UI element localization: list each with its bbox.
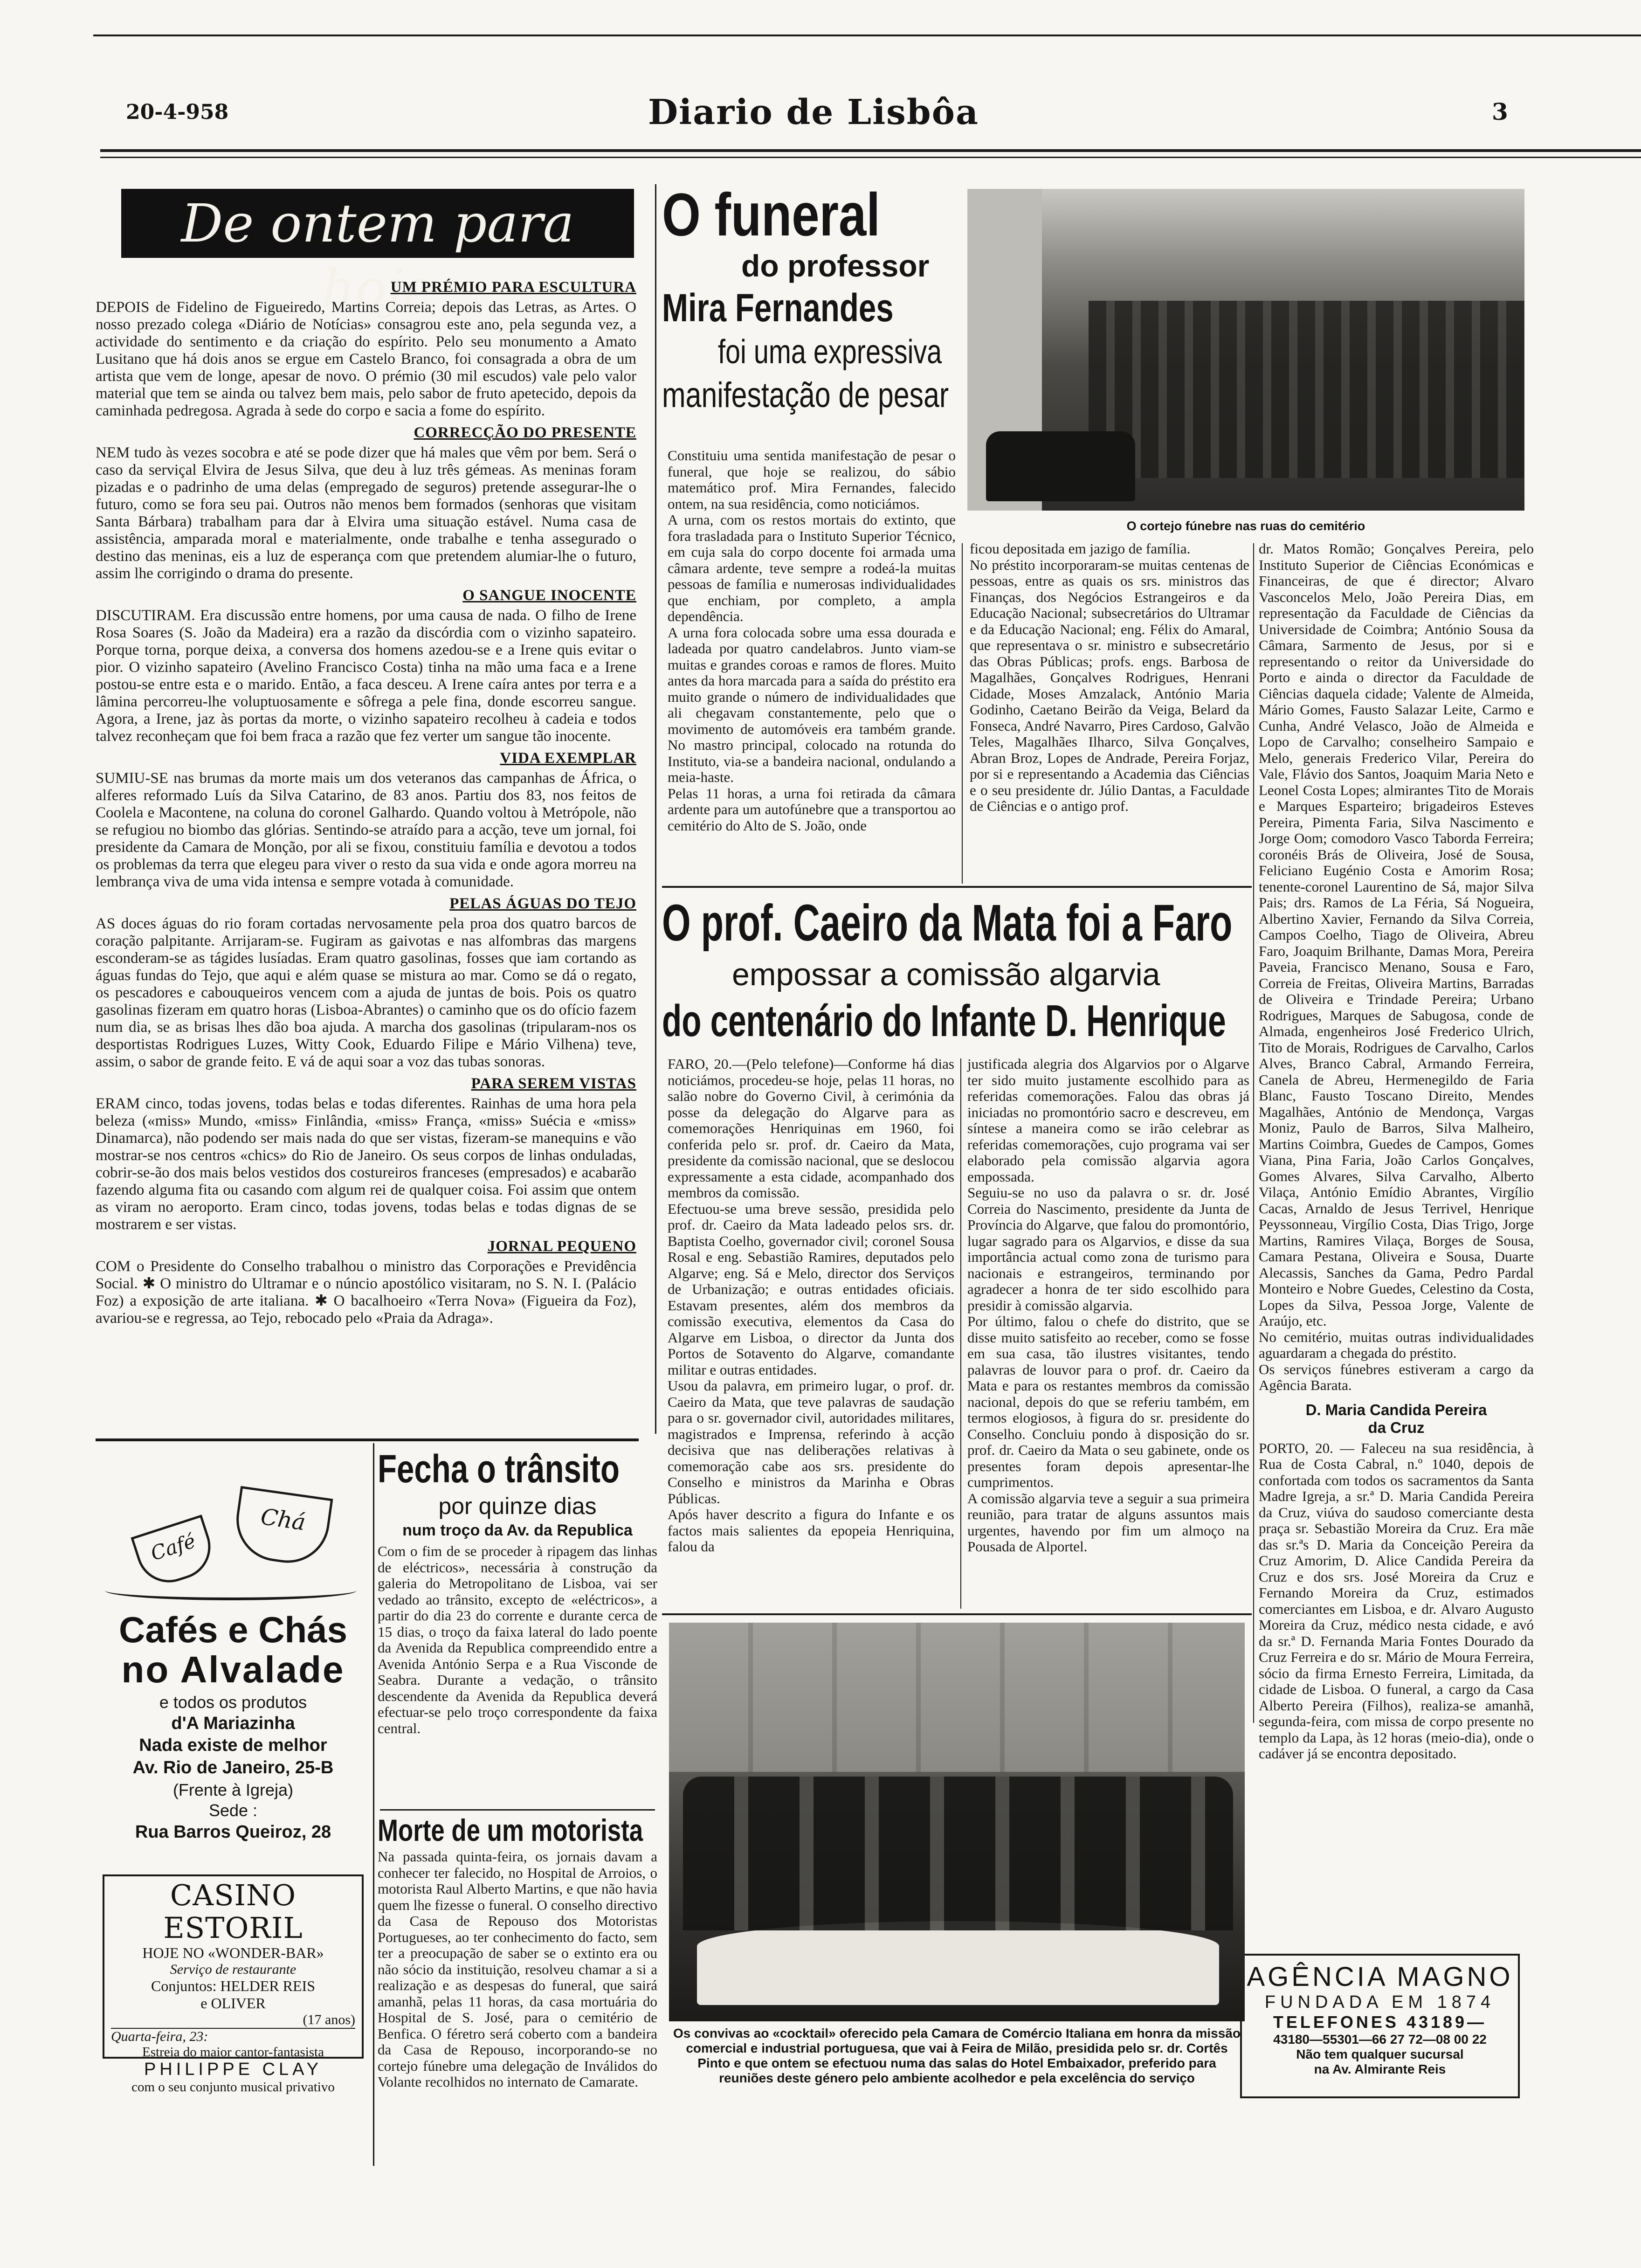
saucer-icon (105, 1581, 357, 1600)
casino-line-1: HOJE NO «WONDER-BAR» (142, 1944, 324, 1961)
caeiro-text-b: justificada alegria dos Algarvios por o Algarve ter sido muito justamente escolhido para as referidas comemorações. Falou das obras já iniciadas no promontório sacro e descreveu, em síntese a maneira como se irão celebrar as referidas comemorações, cujo programa vai ser elaborado pela comissão algarvia agora empossada. Seguiu-se no uso da palavra o sr. dr. José Correia do Nascimento, presidente da Junta de Província do Algarve, que falou do promontório, lugar sagrado para os Algarvios, e disse da sua importância actual como zona de turismo para nacionais e estrangeiros, terminando por agradecer a honra de ter sido escolhido para presidir à comissão algarvia. Por último, falou o chefe do distrito, que se disse muito satisfeito ao receber, como se fosse em sua casa, tão ilustres visitantes, tendo palavras de louvor para o prof. dr. Caeiro da Mata e para os restantes membros da comissão nacional, depois do que se referiu também, em termos elogiosos, à figura do sr. presidente do Conselho. Concluiu pondo à disposição do sr. prof. dr. Caeiro da Mata o seu gabinete, onde os presentes foram depois apresentar-lhe cumprimentos. A comissão algarvia teve a seguir a sua primeira reunião, para tratar de alguns assuntos mais urgentes, havendo por fim um almoço na Pousada de Alportel. (967, 1056, 1249, 1555)
page-number: 3 (1492, 98, 1508, 125)
photo-table (697, 1921, 1219, 2005)
cafes-line-6: Av. Rio de Janeiro, 25-B (132, 1758, 334, 1777)
column-1-bottom-rule (96, 1438, 639, 1441)
ad-casino-estoril (103, 1874, 364, 2095)
funeral-bottom-rule (662, 886, 1252, 888)
brief-4 (96, 750, 641, 891)
brief-heading: CORRECÇÃO DO PRESENTE (414, 424, 636, 441)
cup-label-cafe: Café (148, 1529, 199, 1565)
caeiro-headline-3: do centenário do Infante D. Henrique (662, 996, 1226, 1046)
header-rule-1 (100, 149, 1641, 152)
agencia-line-5: na Av. Almirante Reis (1314, 2062, 1446, 2076)
caeiro-headline-2: empossar a comissão algarvia (732, 957, 1160, 992)
ad-cafes-chas (96, 1469, 371, 1846)
casino-line-4: e OLIVER (200, 1995, 266, 2012)
transito-bottom-rule (380, 1809, 655, 1811)
obituary-title-1: D. Maria Candida Pereira (1305, 1401, 1487, 1418)
funeral-photo-caption: O cortejo fúnebre nas ruas do cemitério (1126, 519, 1365, 533)
page-date: 20-4-958 (126, 100, 229, 124)
funeral-headline-3: Mira Fernandes (662, 286, 894, 330)
funeral-headline-5: manifestação de pesar (662, 375, 949, 415)
cafes-line-1: Cafés e Chás (119, 1609, 347, 1650)
cafes-line-4: d'A Mariazinha (171, 1714, 295, 1733)
header-rule-top (93, 35, 1641, 36)
cocktail-photo-caption: Os convivas ao «cocktail» oferecido pela Camara de Comércio Italiana em honra da missão comercial e industrial portuguesa, que vai à Feira de Milão, presidida pelo sr. dr. Cortês Pinto e que ontem se efectuou numa das salas do Hotel Embaixador, preferido para reuniões deste género pelo ambiente acolhedor e pela excelência do serviço (673, 2026, 1241, 2085)
motorista-title: Morte de um motorista (378, 1813, 643, 1847)
brief-text: DISCUTIRAM. Era discussão entre homens, por uma causa de nada. O filho de Irene Rosa Soares (S. João da Madeira) era a razão da discórdia com o vizinho sapateiro. Porque torna, porque deixa, a conversa dos homens azedou-se e a Irene quis evitar o pior. O vizinho sapateiro (Avelino Francisco Costa) tinha na mão uma faca e a Irene postou-se entre esta e o marido. Então, a faca desceu. A Irene caíra antes por terra e a lâmina percorreu-lhe voluptuosamente e sôfrega a pele fina, donde escorreu sangue. Agora, a Irene, jaz às portas da morte, o vizinho sapateiro recolheu à cadeia e todos talvez reconheçam que foi bem fraca a razão que fez verter um sangue tão inocente. (96, 607, 641, 745)
brief-heading: PARA SEREM VISTAS (471, 1075, 636, 1092)
cafes-line-7: (Frente à Igreja) (172, 1780, 294, 1799)
agencia-line-4: Não tem qualquer sucursal (1296, 2047, 1464, 2061)
cafes-line-8: Sede : (208, 1801, 258, 1820)
motorista-text: Na passada quinta-feira, os jornais davam a conhecer ter falecido, no Hospital de Arroios, o motorista Raul Alberto Martins, e que não havia quem lhe fizesse o funeral. O conselho directivo da Casa de Repouso dos Motoristas Portugueses, ao ter conhecimento do facto, sem ter a preocupação de saber se o extinto era ou não sócio da instituição, resolveu chamar a si a realização e as despesas do funeral, que sairá amanhã, pelas 11 horas, da casa mortuária do Hospital de S. José, para o cemitério de Benfica. O féretro será coberto com a bandeira da Casa de Repouso, incorporando-se no cortejo fúnebre uma delegação de Inválidos do Volante recolhidos no internato de Camarate. (378, 1848, 661, 2090)
brief-1 (96, 279, 641, 420)
brief-heading: PELAS ÁGUAS DO TEJO (449, 895, 636, 912)
column-divider-3 (1253, 543, 1254, 1723)
brief-heading: JORNAL PEQUENO (487, 1238, 636, 1255)
caeiro-headline (662, 895, 1252, 1063)
photo-guests (683, 1777, 1233, 1930)
brief-6 (96, 1075, 641, 1233)
obituary-title-2: da Cruz (1368, 1418, 1425, 1436)
funeral-column-b (970, 541, 1249, 881)
masthead: Diario de Lisbôa (648, 92, 979, 132)
brief-text: DEPOIS de Fidelino de Figueiredo, Martins Correia; depois das Letras, as Artes. O nosso prezado colega «Diário de Notícias» consagrou este ano, pela segunda vez, a actividade do sentimento e da criação do espírito. Pelo seu monumento a Amato Lusitano que há dois anos se ergue em Castelo Branco, foi consagrada a obra de um artista que vem de longe, apesar de novo. O prémio (30 mil escudos) vale pelo valor material que tem se ainda ou talvez bem mais, pelo sabor de fruto apetecido, depois da caminhada pedregosa. Agrada à sede do corpo e sacia a fome do espírito. (96, 299, 641, 419)
caeiro-column-a (668, 1056, 954, 1611)
cafes-line-3: e todos os produtos (159, 1693, 307, 1712)
cafes-line-2: no Alvalade (121, 1649, 345, 1690)
casino-line-5: (17 anos) (111, 2012, 355, 2029)
funeral-text-b: ficou depositada em jazigo de família. No préstito incorporaram-se muitas centenas de pessoas, entre as quais os srs. ministros das Finanças, dos Negócios Estrangeiros e da Educação Nacional; subsecretários do Ultramar e da Educação Nacional; eng. Félix do Amaral, que representava o sr. ministro e subsecretário das Obras Públicas; profs. engs. Barbosa de Magalhães, Gonçalves Rodrigues, Henrani Cidade, Moses Amzalack, António Maria Godinho, Caetano Beirão da Veiga, Belard da Fonseca, André Navarro, Pires Cardoso, Galvão Teles, Magalhães Ilharco, Silva Gonçalves, Abran Broz, Lopes de Andrade, Pereira Forjaz, por si e representando a Academia das Ciências e o seu presidente dr. Júlio Dantas, a Faculdade de Ciências e o antigo prof. (970, 540, 1249, 814)
brief-5 (96, 895, 641, 1071)
transito-title: Fecha o trânsito (378, 1447, 620, 1491)
funeral-text-c: dr. Matos Romão; Gonçalves Pereira, pelo Instituto Superior de Ciências Económicas e Financeiras, de que é director; Alvaro Vasconcelos Melo, João Pereira Dias, em representação da Faculdade de Ciências da Universidade de Coimbra; António Sousa da Câmara, Sarmento de Jesus, por si e representando o reitor da Universidade do Porto e ainda o director da Faculdade de Ciências daquela cidade; Valente de Almeida, Mário Gomes, Fausto Salazar Leite, Carmo e Cunha, André Velasco, João de Almeida e Lopo de Carvalho; conselheiro Sampaio e Melo, generais Frederico Vilar, Pereira do Vale, Flávio dos Santos, Joaquim Maria Neto e Leonel Costa Lopes; almirantes Tito de Morais e Marques Esparteiro; brigadeiros Esteves Pereira, Pimenta Faria, Silva Nascimento e Jorge Oom; comodoro Vasco Taborda Ferreira; coronéis Brás de Oliveira, José de Sousa, Feliciano Eugénio Costa e Amorim Rosa; tenente-coronel Laurentino de Sá, major Silva Pais; drs. Ramos de La Féria, Sá Nogueira, Albertino Xavier, Fernando da Silva Correia, Campos Coelho, Tiago de Oliveira, Abreu Faro, Joaquim Brilhante, Damas Mora, Pereira Paveia, Francisco Menano, Sousa e Faro, Correia de Freitas, Oliveira Martins, Barradas de Oliveira e Trindade Pereira; Urbano Rodrigues, Marques de Sabugosa, conde de Almada, engenheiros José Frederico Ulrich, Tito de Morais, Rodrigues de Carvalho, Carlos Alves, Branco Cabral, Armando Ferreira, Canela de Abreu, Hermenegildo de Faria Blanc, Fausto Toscano Direito, Mendes Magalhães, António de Mendonça, Vargas Moniz, Paulo de Barros, Silva Malheiro, Martins Coimbra, Guedes de Campos, Gomes Viana, Pina Faria, João Carlos Gonçalves, Gomes Alvares, Silva Carvalho, Alberto Vilaça, António Emídio Abrantes, Virgílio Cacas, Arnaldo de Jesus Terrivel, Henrique Peyssonneau, Virgílio Costa, Dias Trigo, Jorge Martins, Ramires Vilaça, Borges de Sousa, Camara Pestana, Oliveira e Sousa, Duarte Alecassis, Sanches da Gama, Pedro Pardal Monteiro e Nobre Guedes, Celestino da Costa, Lopes da Silva, Pessoa Jorge, Valente de Araújo, etc. No cemitério, muitas outras individualidades aguardaram a chegada do préstito. Os serviços fúnebres estiveram a cargo da Agência Barata. (1259, 540, 1534, 1393)
funeral-photo (967, 189, 1524, 511)
caeiro-text-a: FARO, 20.—(Pelo telefone)—Conforme há dias noticiámos, procedeu-se hoje, pelas 11 horas, no salão nobre do Governo Civil, à cerimónia da posse da delegação do Algarve para as comemorações Henriquinas em 1960, foi conferida pelo sr. prof. dr. Caeiro da Mata, presidente da comissão nacional, que se deslocou expressamente a esta cidade, acompanhado dos membros da comissão. Efectuou-se uma breve sessão, presidida pelo prof. dr. Caeiro da Mata ladeado pelos srs. dr. Baptista Coelho, governador civil; coronel Sousa Rosal e eng. Sebastião Ramires, deputados pelo Algarve; eng. Sá e Melo, director dos Serviços de Urbanização; e outras entidades oficiais. Estavam presentes, além dos membros da comissão executiva, elementos da Casa do Algarve em Lisboa, o director da Junta dos Portos de Sotavento do Algarve, comandante militar e outras entidades. Usou da palavra, em primeiro lugar, o prof. dr. Caeiro da Mata, que teve palavras de saudação para o sr. governador civil, autoridades militares, magistrados e Imprensa, referindo à acção decisiva que nas deliberações relativas à comemoração cabe aos srs. presidente do Conselho e ministros da Marinha e Obras Públicas. Após haver descrito a figura do Infante e os factos mais salientes da epopeia Henriquina, falou da (668, 1056, 954, 1555)
casino-line-7: Estreia do maior cantor-fantasista (142, 2045, 324, 2060)
cocktail-photo (669, 1623, 1245, 2021)
casino-line-8: PHILIPPE CLAY (144, 2060, 323, 2079)
brief-heading: UM PRÉMIO PARA ESCULTURA (390, 279, 636, 296)
column-divider-4 (960, 1058, 961, 1609)
cafes-line-5: Nada existe de melhor (139, 1736, 327, 1755)
photo-wall-panels (669, 1623, 1245, 1772)
funeral-headline (662, 182, 960, 443)
caeiro-column-b (967, 1056, 1249, 1611)
funeral-headline-4: foi uma expressiva (718, 333, 942, 371)
brief-text: COM o Presidente do Conselho trabalhou o ministro das Corporações e Previdência Social. ✱ O ministro do Ultramar e o núncio apostólico visitaram, no S. N. I. (Palácio Foz) a exposição de arte italiana. ✱ O bacalhoeiro «Terra Nova» (Figueira da Foz), avariou-se e regressa, ao Tejo, rebocado pelo «Praia da Adraga». (96, 1258, 641, 1327)
transito-subtitle-2: num troço da Av. da Republica (402, 1521, 633, 1539)
agencia-line-2: TELEFONES 43189— (1273, 2012, 1487, 2032)
header-rule-2 (100, 157, 1641, 158)
transito-subtitle-1: por quinze dias (438, 1493, 597, 1519)
funeral-headline-2: do professor (741, 249, 930, 283)
transito-article (378, 1445, 661, 1809)
banner-title: De ontem para hoje (181, 194, 574, 319)
funeral-headline-1: O funeral (662, 180, 880, 249)
brief-heading: O SANGUE INOCENTE (462, 587, 636, 604)
brief-7 (96, 1238, 641, 1327)
motorista-article (378, 1812, 661, 2166)
transito-text: Com o fim de se proceder à ripagem das linhas de eléctricos», necessária à construção da galeria do Metropolitano de Lisboa, vai ser vedado ao trânsito, excepto de «eléctricos», a partir do dia 23 do corrente e durante cerca de 15 dias, o troço da faixa lateral do lado poente da Avenida da Republica compreendido entre a Avenida António Serpa e a Rua Visconde de Seabra. Durante a vedação, o trânsito descendente da Avenida da Republica deverá efectuar-se pelo troço correspondente da faixa central. (378, 1543, 661, 1736)
column-6 (1259, 540, 1538, 1762)
casino-title: CASINO ESTORIL (163, 1878, 303, 1945)
photo-car (986, 431, 1135, 501)
brief-3 (96, 587, 641, 745)
agencia-line-3: 43180—55301—66 27 72—08 00 22 (1273, 2032, 1487, 2047)
brief-text: AS doces águas do rio foram cortadas nervosamente pela proa dos quatro barcos de coração palpitante. Arrijaram-se. Fugiram as gaivotas e nas alfombras das margens esconderam-se as tágides lusíadas. Eram quatro gasolinas, fosses que iam cortando as águas fundas do Tejo, que aqui e além quase se mistura ao mar. Como se dá o regato, os pescadores e cabouqueiros vencem com a ajuda de juntas de bois. Pois os quatro gasolinas fizeram em quatro horas (Lisboa-Abrantes) o caminho que os do ofício fazem num dia, se as brisas lhes dão boa ajuda. A marcha dos gasolinas (tripularam-nos os desportistas Rodrigues Luzes, Witty Cook, Eduardo Filipe e Mário Vilhena) teve, assim, o sabor de grande feito. E vá de aqui soar a voz das tubas sonoras. (96, 915, 641, 1070)
column-divider-5 (373, 1443, 374, 2166)
casino-line-6: Quarta-feira, 23: (111, 2029, 208, 2044)
column-1 (96, 275, 641, 1422)
casino-line-3: Conjuntos: HELDER REIS (151, 1978, 315, 1994)
coffee-cup-icon (131, 1514, 219, 1591)
cafes-line-9: Rua Barros Queiroz, 28 (135, 1822, 331, 1842)
funeral-column-a (668, 448, 956, 881)
column-divider-2 (962, 543, 963, 884)
caeiro-headline-1: O prof. Caeiro da Mata foi a Faro (662, 894, 1233, 952)
tea-cup-icon (231, 1486, 333, 1568)
brief-text: ERAM cinco, todas jovens, todas belas e todas diferentes. Rainhas de uma hora pela beleza («miss» Mundo, «miss» Finlândia, «miss» França, «miss» Suécia e «miss» Dinamarca), não podendo ser mais nada do que ser vistas, fizeram-se manequins e vão mostrar-se nos centros «chics» do Rio de Janeiro. Os seus corpos de linhas onduladas, cobrir-se-ão dos mais belos vestidos dos costureiros franceses (empresados) e acabarão fazendo alguma fita ou casando com algum rei de qualquer coisa. Foi assim que ontem as viram no aeroporto. Eram cinco, todas jovens, todas belas e todas dignas de se mostrarem e ser vistas. (96, 1095, 641, 1233)
ad-agencia-magno (1240, 1954, 1520, 2098)
brief-text: SUMIU-SE nas brumas da morte mais um dos veteranos das campanhas de África, o alferes reformado Luís da Silva Catarino, de 83 anos. Partiu dos 83, nos feitos de Coolela e Macontene, na coluna do coronel Galhardo. Quando voltou à Metrópole, não se refugiou no biombo das glórias. Sentindo-se atraído para a acção, teve um jornal, foi presidente da Camara de Monção, por ali se fixou, constituiu família e devotou a todos os problemas da terra que elegeu para viver o resto da sua vida e onde agora morreu na lembrança viva de uma vida intensa e sempre votada à comunidade. (96, 770, 641, 890)
casino-line-2: Serviço de restaurante (170, 1962, 296, 1977)
caeiro-bottom-rule (662, 1613, 1252, 1615)
brief-text: NEM tudo às vezes socobra e até se pode dizer que há males que vêm por bem. Será o caso da serviçal Elvira de Jesus Silva, que deu à luz três gémeas. As meninas foram pizadas e o padrinho de uma delas (empregado de seguros) pretende assegurar-lhe o futuro, como se fora seu pai. Outros não menos bem formados (senhoras que visitam Santa Bárbara) trabalham para dar à Elvira uma situação estável. Numa casa de assistência, amparada moral e materialmente, onde trabalhe e tenha assegurado o destino das meninas, eis a luz de esperança com que pretendem alumiar-lhe o futuro, assim lhe corrigindo o drama do presente. (96, 444, 641, 582)
obituary-text: PORTO, 20. — Faleceu na sua residência, à Rua de Costa Cabral, n.º 1040, depois de confortada com todos os sacramentos da Santa Madre Igreja, a sr.ª D. Maria Candida Pereira da Cruz, viúva do saudoso comerciante desta praça sr. Sebastião Moreira da Cruz. Era mãe das sr.ªs D. Maria da Conceição Pereira da Cruz Amorim, D. Alice Candida Pereira da Cruz e dos srs. José Moreira da Cruz e Fernando Moreira da Cruz, estimados comerciantes em Lisboa, e dr. Alvaro Augusto Moreira da Cruz, médico nesta cidade, e avó da sr.ª D. Fernanda Maria Fontes Dourado da Cruz Ferreira e do sr. Mário de Moura Ferreira, sócio da firma Ernesto Ferreira, Limitada, da cidade de Lisboa. O funeral, a cargo da Casa Alberto Pereira (Filhos), realiza-se amanhã, segunda-feira, com missa de corpo presente no templo da Lapa, às 12 horas (meio-dia), onde o cadáver já se encontra depositado. (1259, 1439, 1538, 1762)
funeral-text-a: Constituiu uma sentida manifestação de pesar o funeral, que hoje se realizou, do sábio matemático prof. Mira Fernandes, falecido ontem, na sua residência, como noticiámos. A urna, com os restos mortais do extinto, que fora trasladada para o Instituto Superior Técnico, em cuja sala do corpo docente foi armada uma câmara ardente, teve sempre a rodeá-la muitas pessoas de família e numerosas individualidades que enchiam, por completo, a ampla dependência. A urna fora colocada sobre uma essa dourada e ladeada por quatro candelabros. Junto viam-se muitas e grandes coroas e ramos de flores. Muito antes da hora marcada para a saída do préstito era muito grande o número de individualidades que ali chegavam constantemente, pelo que o movimento de automóveis era também grande. No mastro principal, colocado na rotunda do Instituto, via-se a bandeira nacional, ondulando a meia-haste. Pelas 11 horas, a urna foi retirada da câmara ardente para um autofúnebre que a transportou ao cemitério do Alto de S. João, onde (668, 447, 956, 834)
cup-label-cha: Chá (259, 1503, 307, 1536)
brief-heading: VIDA EXEMPLAR (500, 750, 636, 767)
brief-2 (96, 424, 641, 582)
column-divider-1 (655, 184, 656, 1434)
casino-line-9: com o seu conjunto musical privativo (131, 2080, 335, 2095)
agencia-title: AGÊNCIA MAGNO (1247, 1962, 1513, 1992)
photo-crowd (1089, 301, 1524, 478)
agencia-line-1: FUNDADA EM 1874 (1264, 1992, 1496, 2012)
